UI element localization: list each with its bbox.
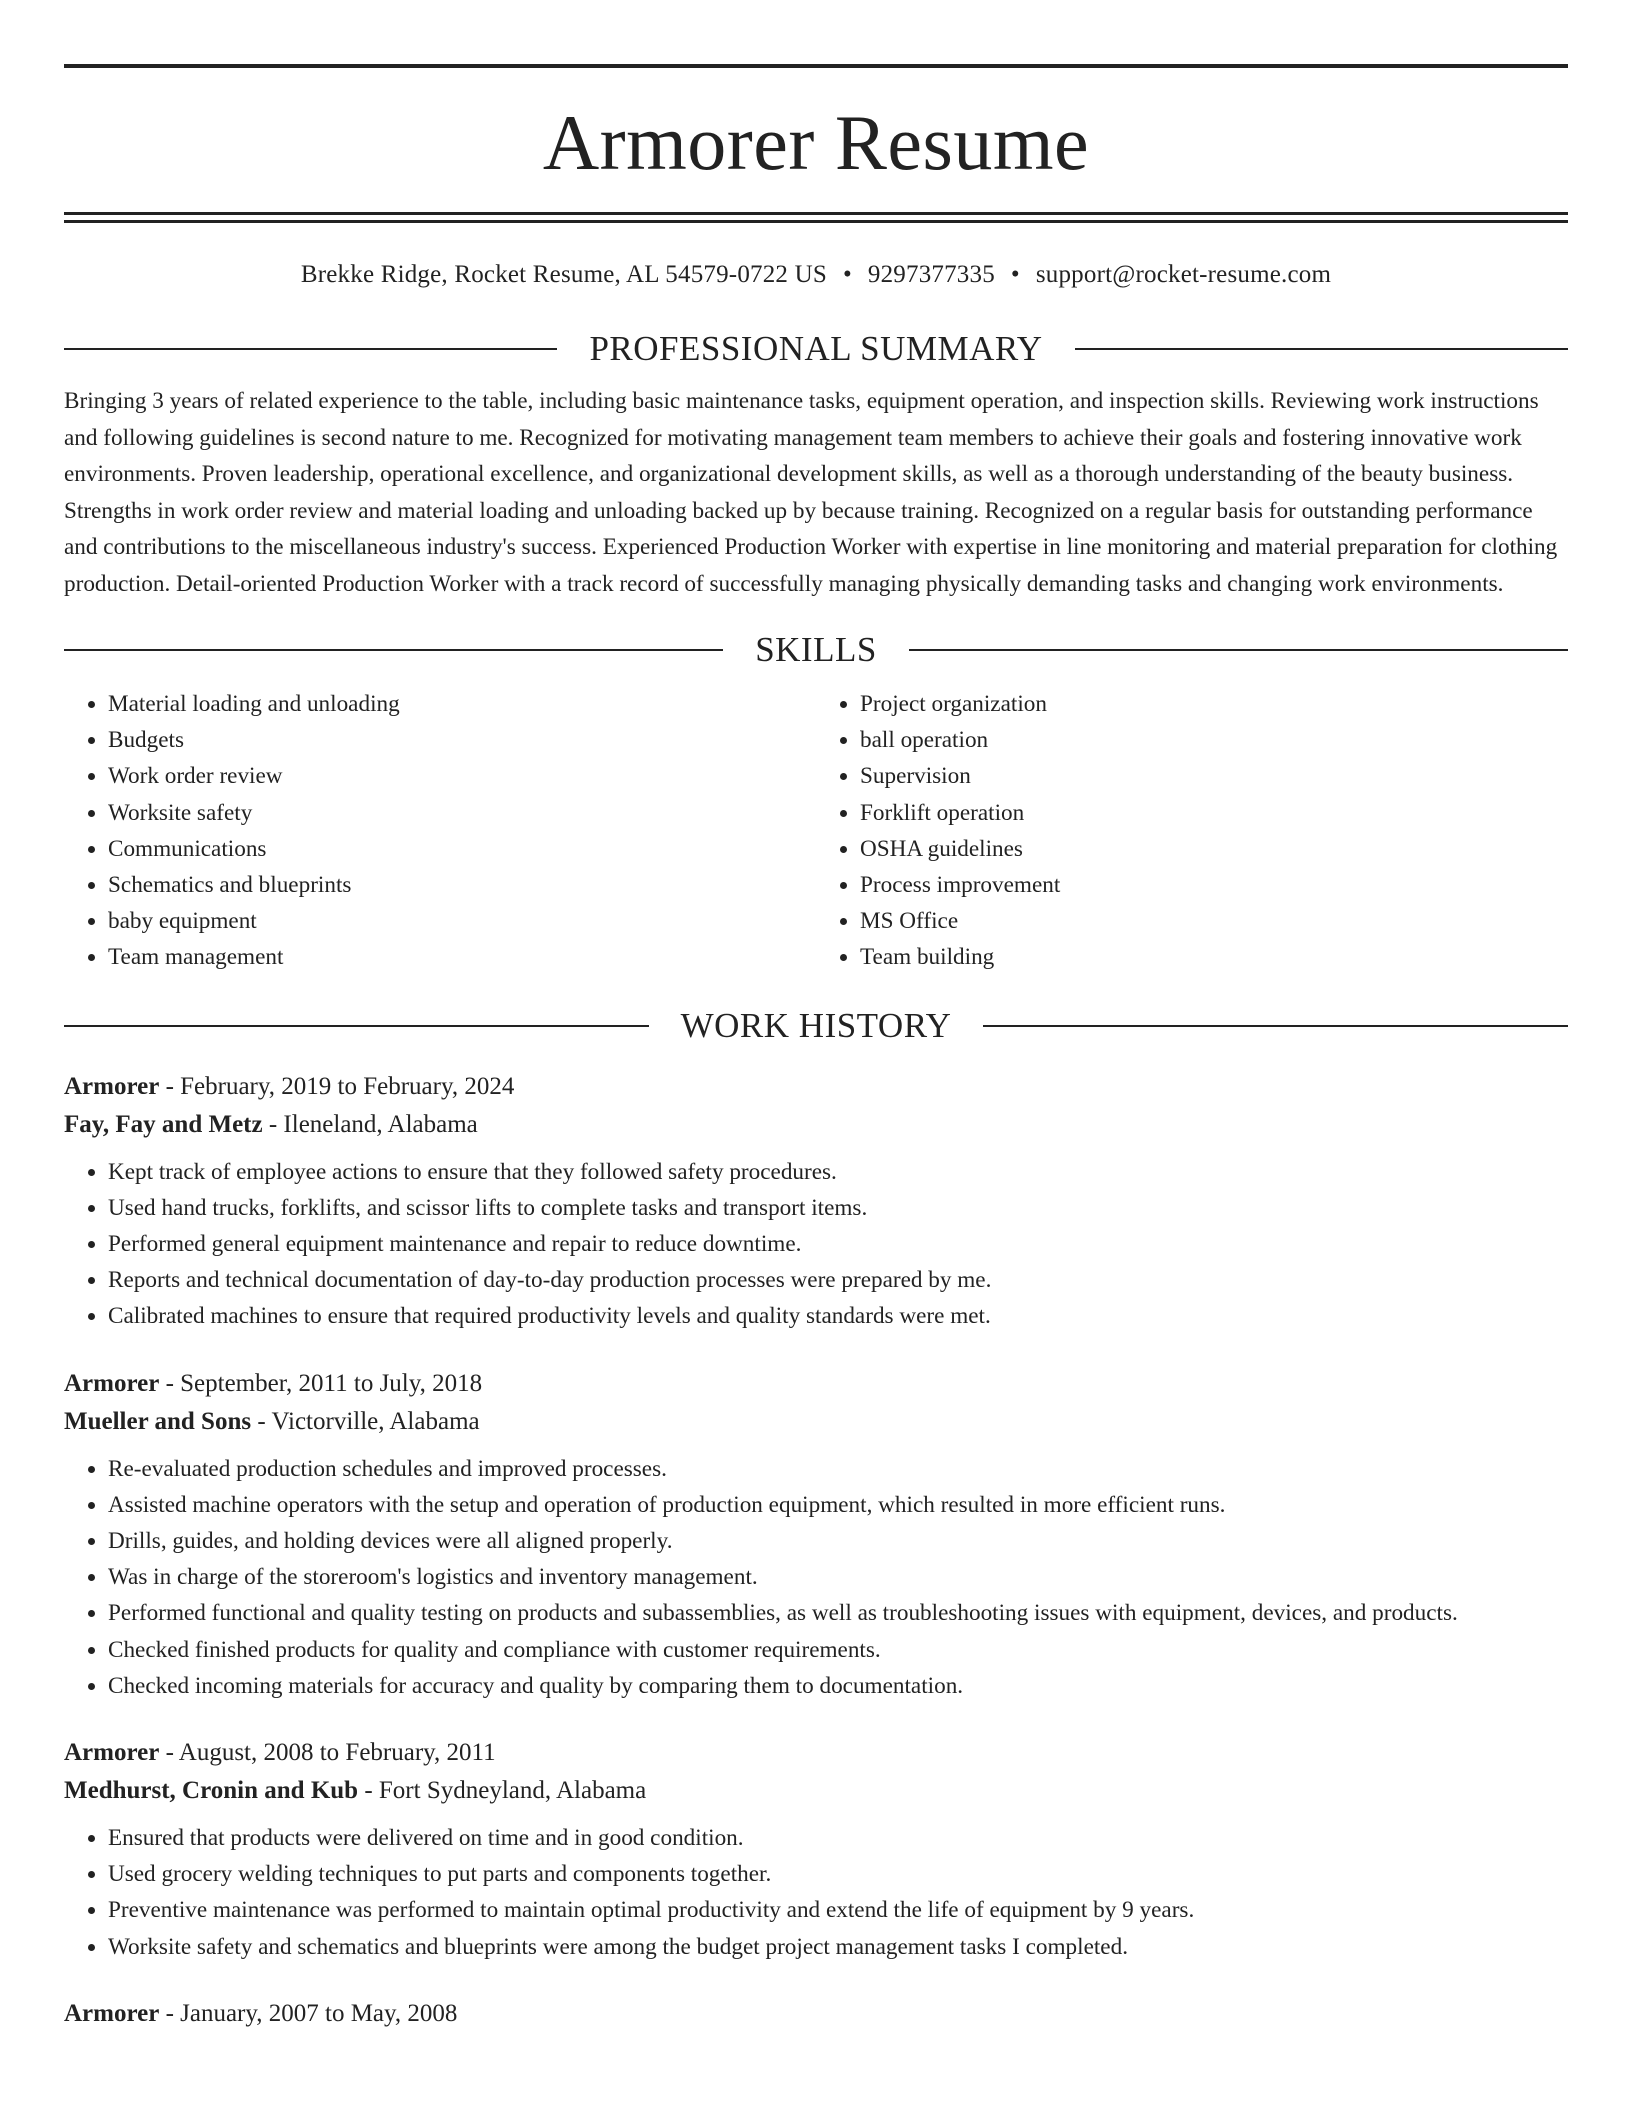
job-duties [64, 1154, 1568, 1335]
resume-title: Armorer Resume [542, 99, 1090, 186]
duty-item: • Re-evaluated production schedules and improved processes. [108, 1451, 1568, 1487]
job-title-line [64, 1734, 1568, 1772]
contact-line [64, 259, 1568, 291]
summary-text: Bringing 3 years of related experience to the table, including basic maintenance tasks, equipment operation, and inspection skills. Reviewing work instructions and following guidelines is second nature to me. Recognized for motivating management team members to achieve their goals and fostering innovative work environments. Proven leadership, operational excellence, and organizational development skills, as well as a thorough understanding of the beauty business. Strengths in work order review and material loading and unloading backed up by because training. Recognized on a regular basis for outstanding performance and contributions to the miscellaneous industry's success. Experienced Production Worker with expertise in line monitoring and material preparation for clothing production. Detail-oriented Production Worker with a track record of successfully managing physically demanding tasks and changing work environments. [64, 388, 1558, 597]
job-title: Armorer [64, 1739, 160, 1767]
skill-item: • Worksite safety [108, 795, 816, 831]
duty-item: • Reports and technical documentation of day-to-day production processes were prepared by me. [108, 1262, 1568, 1298]
skill-item: • OSHA guidelines [860, 831, 1568, 867]
duty-item: • Calibrated machines to ensure that required productivity levels and quality standards were met. [108, 1298, 1568, 1334]
job-dates: - September, 2011 to July, 2018 [165, 1369, 483, 1397]
employer-name: Fay, Fay and Metz [64, 1110, 263, 1138]
job-title-line [64, 1995, 1568, 2033]
heading-rule-left [64, 649, 723, 651]
contact-email: support@rocket-resume.com [1035, 261, 1332, 288]
summary-section-heading [64, 327, 1568, 371]
duty-item: • Performed functional and quality testing on products and subassemblies, as well as troubleshooting issues with equipment, devices, and products. [108, 1595, 1568, 1631]
duty-item: • Used hand trucks, forklifts, and scissor lifts to complete tasks and transport items. [108, 1190, 1568, 1226]
duty-item: • Performed general equipment maintenance and repair to reduce downtime. [108, 1226, 1568, 1262]
employer-name: Mueller and Sons [64, 1407, 252, 1435]
skill-item: • MS Office [860, 903, 1568, 939]
job-entry [64, 1995, 1568, 2033]
skill-item: • Communications [108, 831, 816, 867]
contact-phone: 9297377335 [867, 261, 995, 288]
heading-rule-right [1075, 348, 1568, 350]
duty-item: • Drills, guides, and holding devices were all aligned properly. [108, 1523, 1568, 1559]
job-dates: - August, 2008 to February, 2011 [165, 1739, 496, 1767]
job-title-line [64, 1365, 1568, 1403]
job-duties [64, 1451, 1568, 1704]
job-dates: - January, 2007 to May, 2008 [165, 1999, 458, 2027]
skills-column-left [64, 686, 816, 976]
duty-item: • Checked finished products for quality and compliance with customer requirements. [108, 1632, 1568, 1668]
work-history-heading: WORK HISTORY [680, 1005, 952, 1045]
duty-item: • Worksite safety and schematics and blueprints were among the budget project management tasks I completed. [108, 1929, 1568, 1965]
heading-rule-right [909, 649, 1568, 651]
skill-item: • Supervision [860, 758, 1568, 794]
duty-item: • Checked incoming materials for accuracy and quality by comparing them to documentation. [108, 1668, 1568, 1704]
job-entry [64, 1365, 1568, 1704]
job-entry [64, 1068, 1568, 1335]
skill-item: • Team building [860, 939, 1568, 975]
contact-separator: • [1010, 261, 1020, 288]
skill-item: • Project organization [860, 686, 1568, 722]
employer-name: Medhurst, Cronin and Kub [64, 1777, 359, 1805]
duty-item: • Assisted machine operators with the setup and operation of production equipment, which resulted in more efficient runs. [108, 1487, 1568, 1523]
job-title: Armorer [64, 1072, 160, 1100]
employer-line [64, 1106, 1568, 1144]
skill-item: • Budgets [108, 722, 816, 758]
job-title-line [64, 1068, 1568, 1106]
contact-address: Brekke Ridge, Rocket Resume, AL 54579-0722 US [300, 261, 827, 288]
title-double-rule [64, 212, 1568, 223]
skills-heading: SKILLS [755, 630, 877, 669]
work-history-section-heading [64, 1004, 1568, 1048]
resume-page [64, 64, 1568, 2033]
skill-item: • Schematics and blueprints [108, 867, 816, 903]
skill-item: • Work order review [108, 758, 816, 794]
duty-item: • Ensured that products were delivered on time and in good condition. [108, 1820, 1568, 1856]
skill-item: • Team management [108, 939, 816, 975]
duty-item: • Preventive maintenance was performed to maintain optimal productivity and extend the life of equipment by 9 years. [108, 1892, 1568, 1928]
job-duties [64, 1820, 1568, 1965]
heading-rule-right [983, 1025, 1568, 1027]
skills-section-heading [64, 628, 1568, 672]
skill-item: • Forklift operation [860, 795, 1568, 831]
duty-item: • Used grocery welding techniques to put parts and components together. [108, 1856, 1568, 1892]
summary-heading: PROFESSIONAL SUMMARY [589, 329, 1043, 368]
skills-column-right [816, 686, 1568, 976]
heading-rule-left [64, 1025, 649, 1027]
skill-item: • baby equipment [108, 903, 816, 939]
contact-separator: • [842, 261, 852, 288]
job-entry [64, 1734, 1568, 1965]
job-dates: - February, 2019 to February, 2024 [165, 1072, 515, 1100]
employer-location: - Victorville, Alabama [257, 1407, 480, 1435]
skills-list [64, 686, 1568, 976]
skill-item: • Material loading and unloading [108, 686, 816, 722]
skill-item: • Process improvement [860, 867, 1568, 903]
skill-item: • ball operation [860, 722, 1568, 758]
employer-line [64, 1772, 1568, 1810]
employer-location: - Ileneland, Alabama [268, 1110, 478, 1138]
duty-item: • Was in charge of the storeroom's logistics and inventory management. [108, 1559, 1568, 1595]
heading-rule-left [64, 348, 557, 350]
employer-location: - Fort Sydneyland, Alabama [364, 1777, 647, 1805]
job-title: Armorer [64, 1999, 160, 2027]
duty-item: • Kept track of employee actions to ensure that they followed safety procedures. [108, 1154, 1568, 1190]
job-title: Armorer [64, 1369, 160, 1397]
employer-line [64, 1403, 1568, 1441]
